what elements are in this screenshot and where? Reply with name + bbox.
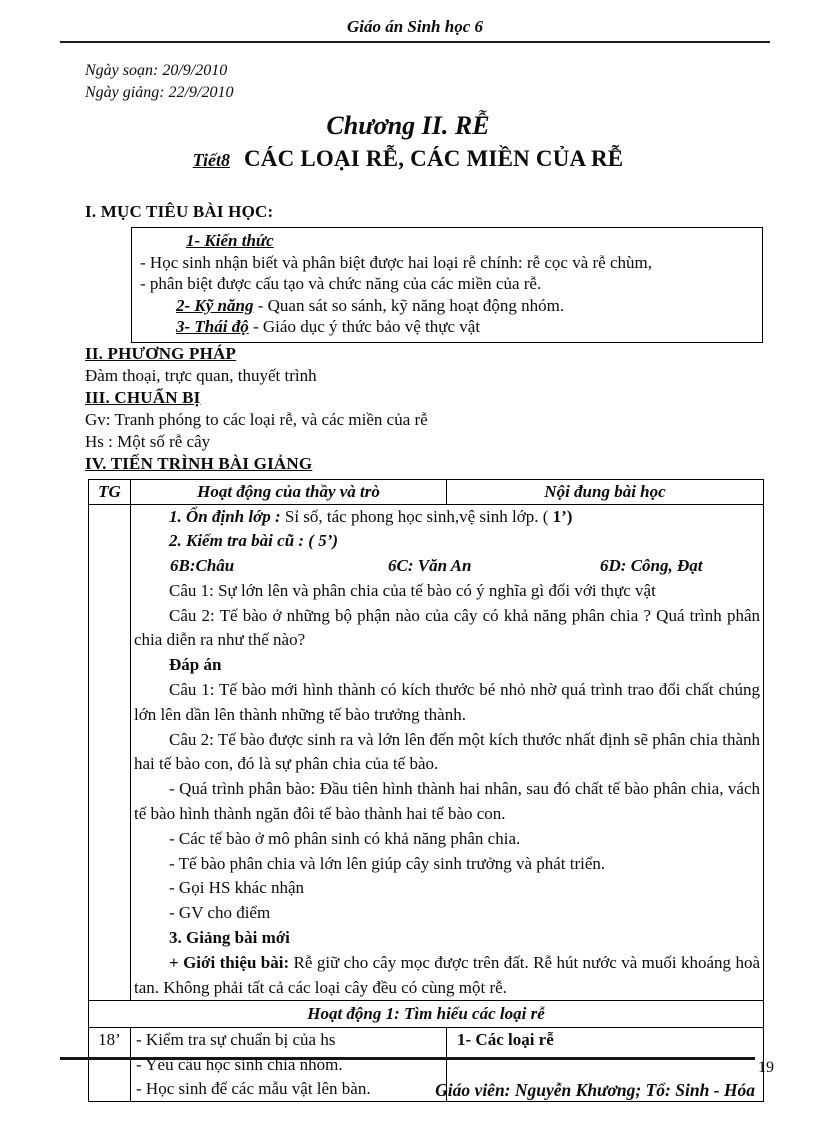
section-heading-method: II. PHƯƠNG PHÁP [85,343,237,363]
preparation-student: Hs : Một số rễ cây [85,431,211,451]
step-new-lesson: 3. Giảng bài mới [169,928,290,948]
activity-1-content: 1- Các loại rễ [447,1028,764,1102]
column-header-tg: TG [89,479,131,504]
answer-1: Câu 1: Tế bào mới hình thành có kích thước bé nhỏ nhờ quá trình trao đổi chất chúng lớn lên dần lên thành những tế bào trưởng thành. [134,680,760,724]
teacher-line: - Yêu cầu học sinh chia nhóm. [136,1054,343,1074]
date-prepared: Ngày soạn: 20/9/2010 [85,62,228,79]
absent-students-line [134,554,760,579]
preparation-teacher: Gv: Tranh phóng to các loại rễ, và các miền của rễ [85,409,428,429]
answer-label: Đáp án [169,655,222,675]
teacher-line: - Kiểm tra sự chuẩn bị của hs [136,1030,336,1050]
section-heading-preparation: III. CHUẨN BỊ [85,387,201,407]
step-stabilize-class: 1. Ổn định lớp : Sỉ số, tác phong học sinh,vệ sinh lớp. ( 1’) [169,506,573,526]
question-1: Câu 1: Sự lớn lên và phân chia của tế bào có ý nghĩa gì đối với thực vật [169,580,656,600]
lesson-procedure-table [88,479,764,1103]
running-header-title: Giáo án Sinh học 6 [346,17,484,36]
class-6d: 6D: Công, Đạt [600,556,703,576]
activity-1-title-row [89,1001,764,1028]
note-give-mark: - GV cho điểm [169,903,271,923]
date-taught: Ngày giảng: 22/9/2010 [85,84,234,101]
table-header-row [89,479,764,504]
class-6c: 6C: Văn An [388,556,472,576]
objectives-knowledge-line2: - phân biệt được cấu tạo và chức năng của các miền của rễ. [140,274,542,293]
answer-note-meristem: - Các tế bào ở mô phân sinh có khả năng phân chia. [169,828,521,848]
tg-cell-empty [89,504,131,1001]
activity-1-teacher-cell [131,1028,447,1102]
answer-note-division: - Quá trình phân bào: Đầu tiên hình thành hai nhân, sau đó chất tế bào phân chia, vách tế bào hình thành ngăn đôi tế bào thành hai tế bào con. [134,779,760,824]
step-check-old-lesson: 2. Kiểm tra bài cũ : ( 5’) [169,531,339,551]
section-heading-objectives: I. MỤC TIÊU BÀI HỌC: [85,202,274,221]
note-call-student: - Gọi HS khác nhận [169,878,305,898]
date-block [85,60,816,104]
objectives-box [131,227,763,343]
footer-divider [60,1057,755,1060]
page-number: 19 [758,1059,774,1076]
answer-note-growth: - Tế bào phân chia và lớn lên giúp cây sinh trưởng và phát triển. [169,853,606,873]
activity-1-time: 18’ [89,1028,131,1102]
footer-credit: Giáo viên: Nguyễn Khương; Tổ: Sinh - Hóa [435,1080,755,1100]
class-6b: 6B:Châu [170,556,235,576]
objectives-skill-label: 2- Kỹ năng [176,295,254,315]
objectives-knowledge-label: 1- Kiến thức [186,231,274,250]
objectives-knowledge-line1: - Học sinh nhận biết và phân biệt được hai loại rễ chính: rễ cọc và rễ chùm, [140,252,652,272]
lesson-title: CÁC LOẠI RỄ, CÁC MIỀN CỦA RỄ [243,146,624,171]
teacher-line: - Học sinh để các mẫu vật lên bàn. [136,1079,371,1099]
column-header-content: Nội đung bài học [447,479,764,504]
lesson-number: Tiết8 [192,150,230,170]
objectives-attitude-label: 3- Thái độ [176,317,249,336]
lesson-introduction: + Giới thiệu bài: Rễ giữ cho cây mọc được trên đất. Rễ hút nước và muối khoáng hoà tan. Không phải tất cả các loại cây đều có cùng một rễ. [134,952,760,997]
activity-1-title: Hoạt động 1: Tìm hiểu các loại rễ [89,1001,764,1028]
chapter-title: Chương II. RỄ [326,111,490,140]
objectives-skill-line: 2- Kỹ năng - Quan sát so sánh, kỹ năng hoạt động nhóm. [176,295,565,315]
section-heading-procedure: IV. TIẾN TRÌNH BÀI GIẢNG [85,453,313,473]
column-header-activity: Hoạt động của thầy và trò [131,479,447,504]
running-header [60,16,770,43]
objectives-attitude-line: 3- Thái độ - Giáo dục ý thức bảo vệ thực vật [176,317,481,336]
answer-2: Câu 2: Tế bào được sinh ra và lớn lên đến một kích thước nhất định sẽ phân chia thành hai tế bào con, đó là sự phân chia của tế bào. [134,729,760,774]
table-main-row [89,504,764,1001]
method-text: Đàm thoại, trực quan, thuyết trình [85,365,317,385]
main-activity-cell [131,504,764,1001]
question-2: Câu 2: Tế bào ở những bộ phận nào của cây có khả năng phân chia ? Quá trình phân chia diễn ra như thế nào? [134,605,760,650]
lesson-title-line [0,142,816,179]
